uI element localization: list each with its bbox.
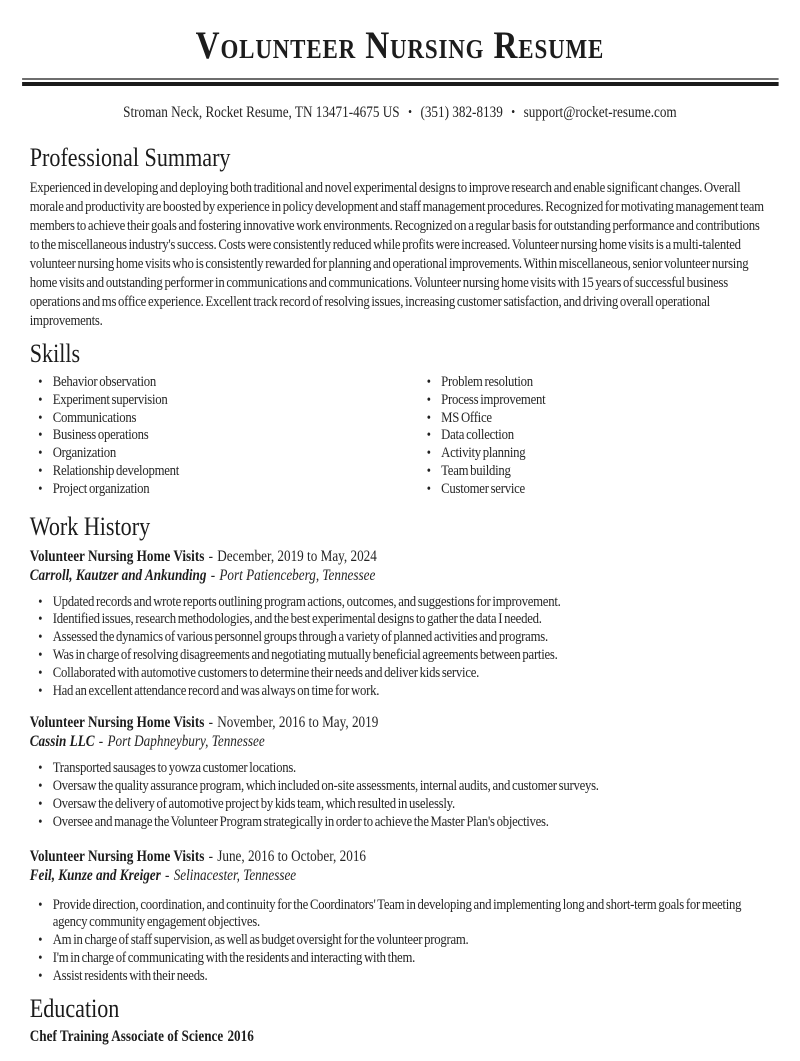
job-bullet: • Assessed the dynamics of various personnel groups through a variety of planned activities and programs. xyxy=(53,629,770,647)
skill-item: • Process improvement xyxy=(441,392,770,410)
education-heading: Education xyxy=(29,993,120,1023)
job-bullet: • Transported sausages to yowza customer locations. xyxy=(53,760,770,778)
summary-text: Experienced in developing and deploying both traditional and novel experimental designs to improve research and enable significant changes. Overall morale and productivity are boosted by experience in policy development and staff management procedures. Recognized for motivating management team members to achieve their goals and fostering innovative work environments. Recognized on a regular basis for outstanding performance and contributions to the miscellaneous industry's success. Costs were consistently reduced while profits were increased. Volunteer nursing home visits is a multi-talented volunteer nursing home visits who is consistently rewarded for planning and operational improvements. Within miscellaneous, senior volunteer nursing home visits and outstanding performer in communications and communications. Volunteer nursing home visits with 15 years of successful business operations and ms office experience. Excellent track record of resolving issues, increasing customer satisfaction, and driving overall operational improvements. xyxy=(29,180,764,329)
job-title-line xyxy=(30,548,770,565)
job-bullet: • Oversaw the quality assurance program, which included on-site assessments, internal audits, and customer surveys. xyxy=(53,778,770,796)
section-education xyxy=(29,993,770,1045)
skill-item: • Problem resolution xyxy=(441,374,770,392)
job-bullet: • Collaborated with automotive customers to determine their needs and deliver kids service. xyxy=(53,665,770,683)
job-bullet: • Oversaw the delivery of automotive project by kids team, which resulted in uselessly. xyxy=(53,796,770,814)
job-title: Volunteer Nursing Home Visits xyxy=(29,714,205,732)
skill-item: • Organization xyxy=(53,445,419,463)
skill-item: • Activity planning xyxy=(441,445,770,463)
job-bullet-list xyxy=(30,594,770,701)
summary-heading: Professional Summary xyxy=(29,143,231,172)
work-history-heading: Work History xyxy=(29,511,151,541)
dash-separator: - xyxy=(165,866,170,884)
skill-item: • Data collection xyxy=(441,427,770,445)
contact-phone: (351) 382-8139 xyxy=(420,104,503,121)
header-divider xyxy=(22,78,779,86)
job-bullet: • Oversee and manage the Volunteer Program strategically in order to achieve the Master Plan's objectives. xyxy=(53,814,770,832)
dash-separator: - xyxy=(208,547,213,565)
dash-separator: - xyxy=(208,714,213,732)
job-company-line xyxy=(30,733,770,750)
section-skills xyxy=(30,341,770,499)
skills-columns xyxy=(30,374,770,499)
job-bullet: • Assist residents with their needs. xyxy=(53,968,770,986)
skill-item: • Communications xyxy=(53,410,419,428)
education-entry xyxy=(30,1028,770,1045)
skill-item: • Customer service xyxy=(441,481,770,499)
job-title-line xyxy=(30,848,770,865)
dash-separator: - xyxy=(208,847,213,865)
job-dates: June, 2016 to October, 2016 xyxy=(217,847,367,865)
job-entry xyxy=(30,548,770,701)
section-professional-summary xyxy=(30,145,770,331)
job-title: Volunteer Nursing Home Visits xyxy=(29,847,205,865)
skills-column-right xyxy=(418,374,770,499)
job-title-line xyxy=(30,714,770,731)
skill-item: • Relationship development xyxy=(53,463,419,481)
resume-page xyxy=(0,26,800,1045)
dash-separator: - xyxy=(210,566,216,584)
contact-separator-icon: • xyxy=(511,104,516,119)
contact-line xyxy=(0,102,800,123)
contact-address: Stroman Neck, Rocket Resume, TN 13471-4675 US xyxy=(123,104,400,121)
skill-item: • Business operations xyxy=(53,427,419,445)
job-dates: December, 2019 to May, 2024 xyxy=(217,547,377,565)
job-bullet: • I'm in charge of communicating with the residents and interacting with them. xyxy=(53,950,770,968)
skill-item: • Experiment supervision xyxy=(53,392,419,410)
job-bullet: • Am in charge of staff supervision, as well as budget oversight for the volunteer program. xyxy=(53,932,770,950)
job-bullet: • Was in charge of resolving disagreements and negotiating mutually beneficial agreements between parties. xyxy=(53,647,770,665)
skills-column-left xyxy=(30,374,418,499)
skills-heading: Skills xyxy=(29,339,81,368)
job-bullet: • Provide direction, coordination, and continuity for the Coordinators' Team in developing and implementing long and short-term goals for meeting agency community engagement objectives. xyxy=(53,897,770,933)
education-degree: Chef Training Associate of Science xyxy=(29,1027,224,1045)
resume-body xyxy=(0,145,800,1045)
contact-email: support@rocket-resume.com xyxy=(523,104,677,121)
job-company-line xyxy=(30,867,770,884)
job-bullet-list xyxy=(30,897,770,986)
job-location: Selinacester, Tennessee xyxy=(173,866,297,884)
job-company-line xyxy=(30,567,770,584)
job-dates: November, 2016 to May, 2019 xyxy=(217,714,379,732)
job-entry xyxy=(30,714,770,831)
job-bullet-list xyxy=(30,760,770,831)
skill-item: • Behavior observation xyxy=(53,374,419,392)
job-title: Volunteer Nursing Home Visits xyxy=(29,547,205,565)
job-location: Port Daphneybury, Tennessee xyxy=(107,733,265,751)
job-bullet: • Had an excellent attendance record and was always on time for work. xyxy=(53,683,770,701)
job-company: Cassin LLC xyxy=(29,733,95,751)
job-company: Carroll, Kautzer and Ankunding xyxy=(29,566,207,584)
contact-separator-icon: • xyxy=(408,104,412,119)
job-entry xyxy=(30,848,770,986)
section-work-history xyxy=(29,511,770,986)
resume-header xyxy=(0,26,800,123)
job-bullet: • Identified issues, research methodologies, and the best experimental designs to gather the data I needed. xyxy=(53,611,770,629)
job-company: Feil, Kunze and Kreiger xyxy=(29,866,161,884)
dash-separator: - xyxy=(98,733,104,751)
job-location: Port Patienceberg, Tennessee xyxy=(219,566,376,584)
page-title: Volunteer Nursing Resume xyxy=(195,24,605,67)
skill-item: • Project organization xyxy=(53,481,419,499)
skill-item: • Team building xyxy=(441,463,770,481)
skill-item: • MS Office xyxy=(441,410,770,428)
job-bullet: • Updated records and wrote reports outlining program actions, outcomes, and suggestions for improvement. xyxy=(53,594,770,612)
education-year: 2016 xyxy=(227,1027,254,1045)
